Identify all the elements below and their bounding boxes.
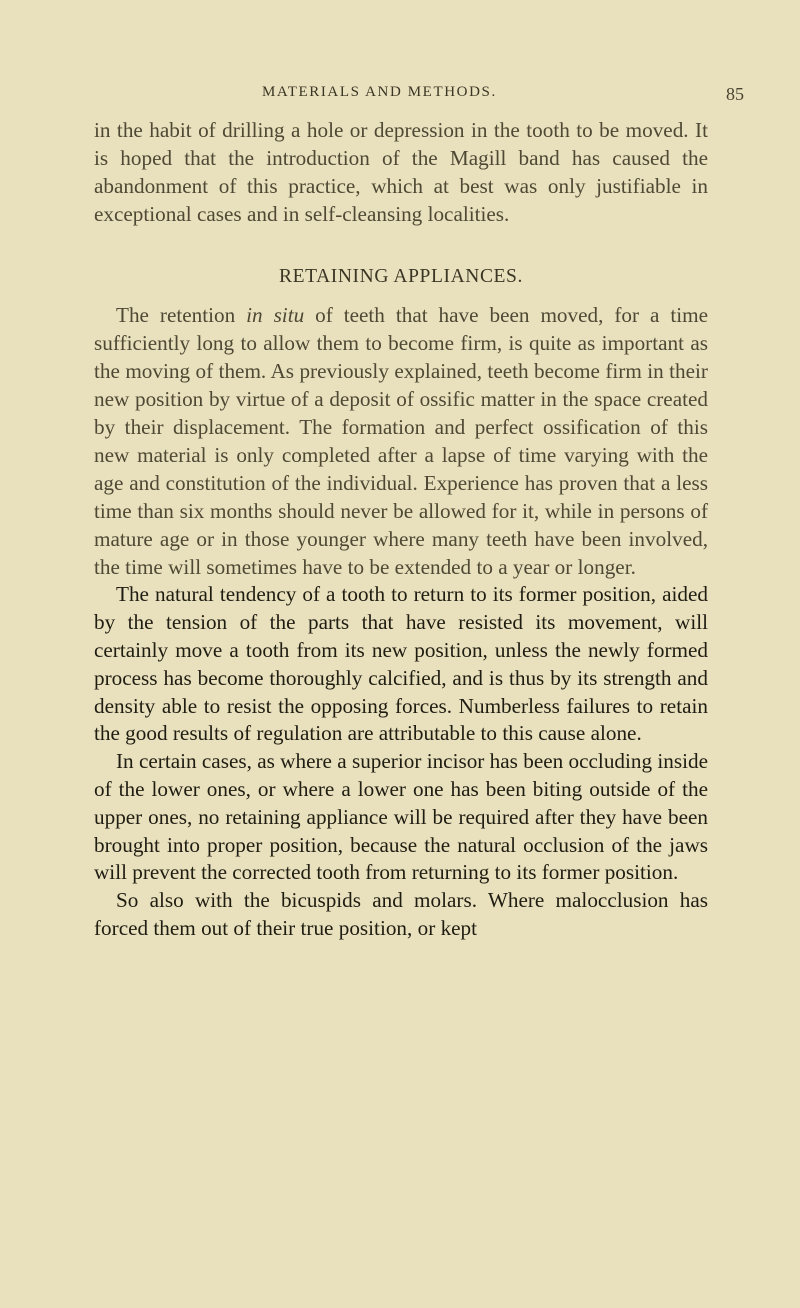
paragraph-retention-start: The retention [116, 303, 247, 328]
paragraph-bicuspids: So also with the bicuspids and molars. Where malocclusion has forced them out of their true position, or kept [94, 888, 708, 941]
running-title: MATERIALS AND METHODS. [262, 84, 497, 100]
section-heading: RETAINING APPLIANCES. [279, 265, 523, 287]
page-number: 85 [726, 84, 744, 104]
paragraph-certain-cases: In certain cases, as where a superior incisor has been occluding inside of the lower ones, or where a lower one has been biting outside of the upper ones, no retaining appliance will be required after they have been brought into proper position, because the natural occlusion of the jaws will prevent the corrected tooth from returning to its former position. [94, 749, 708, 885]
paragraph-continued: in the habit of drilling a hole or depression in the tooth to be moved. It is hoped that the introduction of the Magill band has caused the abandonment of this practice, which at best was only justifiable in exceptional cases and in self-cleansing localities. [94, 118, 708, 226]
page-body [94, 117, 708, 943]
paragraph-natural-tendency: The natural tendency of a tooth to return to its former position, aided by the tension of the parts that have resisted its movement, will certainly move a tooth from its new position, unless the newly formed process has become thoroughly calcified, and is thus by its strength and density able to resist the opposing forces. Numberless failures to retain the good results of regulation are attributable to this cause alone. [94, 582, 708, 746]
paragraph-retention-rest: of teeth that have been moved, for a time sufficiently long to allow them to become firm, is quite as important as the moving of them. As previously explained, teeth become firm in their new position by virtue of a deposit of ossific matter in the space created by their displacement. The formation and perfect ossification of this new material is only completed after a lapse of time varying with the age and constitution of the individual. Experience has proven that a less time than six months should never be allowed for it, while in persons of mature age or in those younger where many teeth have been involved, the time will sometimes have to be extended to a year or longer. [94, 303, 708, 579]
running-head [0, 84, 800, 106]
paragraph-retention [94, 302, 708, 581]
paragraph-retention-italic: in situ [246, 303, 305, 328]
